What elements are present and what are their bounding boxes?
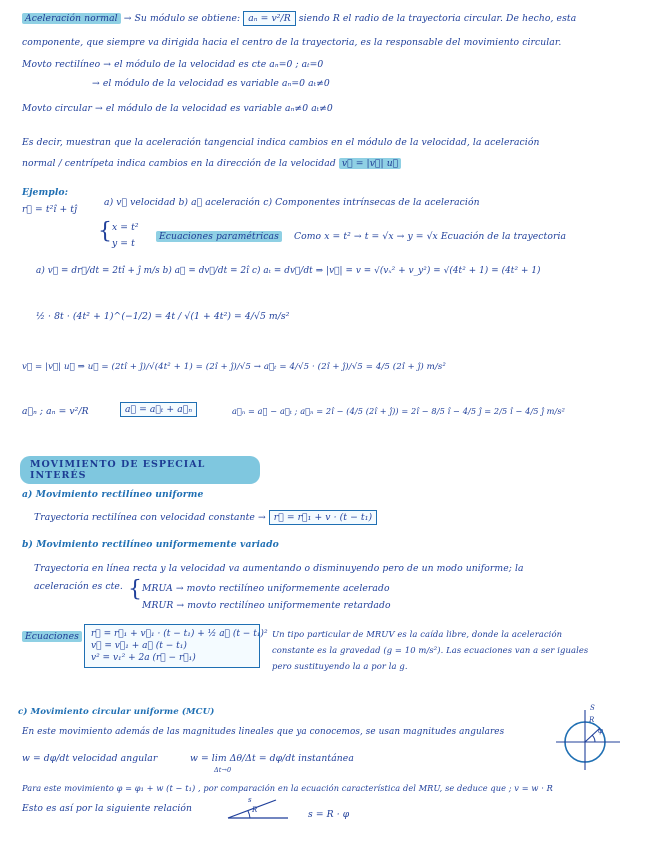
triangle-label-s: s	[248, 796, 252, 804]
intro-line-5: Movto circular → el módulo de la velocidad es variable aₙ≠0 aₜ≠0	[22, 103, 333, 114]
mruv-option-2: MRUR → movto rectilíneo uniformemente retardado	[142, 600, 391, 611]
x-equation: x = t²	[112, 222, 139, 233]
example-an-label: a⃗ₙ ; aₙ = v²/R	[22, 406, 89, 417]
circle-label-r: R	[589, 716, 595, 724]
mruv-equation-2: v⃗ = v⃗₁ + a⃗ (t − t₁)	[91, 641, 187, 651]
example-tangential-module: ½ · 8t · (4t² + 1)^(−1/2) = 4t / √(1 + 4t²) = 4/√5 m/s²	[36, 311, 290, 322]
angular-velocity-limit: w = lim Δθ/Δt = dφ/dt instantánea	[190, 753, 354, 764]
free-fall-line-2: constante es la gravedad (g = 10 m/s²). Las ecuaciones van a ser iguales	[272, 645, 589, 655]
circle-label-s: S	[590, 704, 595, 712]
mruv-line-2: aceleración es cte.	[34, 581, 123, 592]
example-an-box-wrap	[120, 402, 197, 417]
y-equation: y = t	[112, 238, 135, 249]
example-label: Ejemplo:	[22, 187, 69, 198]
mruv-equation-1: r⃗ = r⃗₁ + v⃗₁ · (t − t₁) + ½ a⃗ (t − t₁)²	[91, 629, 268, 639]
mru-title: a) Movimiento rectilíneo uniforme	[22, 489, 204, 500]
param-brace: {	[98, 219, 112, 244]
mru-line: Trayectoria rectilínea con velocidad constante → r⃗ = r⃗₁ + v · (t − t₁)	[34, 510, 377, 525]
mru-equation-box: r⃗ = r⃗₁ + v · (t − t₁)	[269, 510, 377, 525]
mruv-title: b) Movimiento rectilíneo uniformemente variado	[22, 539, 279, 550]
intro-line-6: Es decir, muestran que la aceleración tangencial indica cambios en el módulo de la velocidad, la aceleración	[22, 137, 540, 148]
mcu-line-4: Esto es así por la siguiente relación	[22, 803, 193, 814]
normal-acceleration-formula: aₙ = v²/R	[243, 11, 296, 26]
normal-acceleration-label: Aceleración normal	[22, 13, 121, 24]
mruv-brace: {	[128, 577, 142, 602]
mruv-line-1: Trayectoria en línea recta y la velocidad va aumentando o disminuyendo pero de un modo uniforme; la	[34, 563, 524, 574]
arc-relation: s = R · φ	[308, 809, 350, 820]
intro-line-3: Movto rectilíneo → el módulo de la velocidad es cte aₙ=0 ; aₜ=0	[22, 59, 324, 70]
velocity-vector-highlight: v⃗ = |v⃗| u⃗	[339, 158, 401, 169]
example-parts: a) v⃗ velocidad b) a⃗ aceleración c) Componentes intrínsecas de la aceleración	[104, 197, 480, 208]
mcu-line-1: En este movimiento además de las magnitudes lineales que ya conocemos, se usan magnitudes angulares	[22, 727, 505, 737]
intro-line-7: normal / centrípeta indica cambios en la dirección de la velocidad v⃗ = |v⃗| u⃗	[22, 158, 401, 169]
mruv-equations-box	[84, 624, 268, 668]
mruv-option-1: MRUA → movto rectilíneo uniformemente acelerado	[142, 583, 390, 594]
example-a-line: a) v⃗ = dr⃗/dt = 2tî + ĵ m/s b) a⃗ = dv⃗/dt = 2î c) aₜ = dv⃗/dt ⇒ |v⃗| = v = √(vₓ² + v_y²) = √(4t² + 1) = (4t² + 1)	[36, 266, 541, 276]
angular-velocity-def: w = dφ/dt velocidad angular	[22, 753, 158, 764]
intro-line-4: → el módulo de la velocidad es variable aₙ=0 aₜ≠0	[92, 78, 330, 89]
free-fall-line-3: pero sustituyendo la a por la g.	[272, 661, 408, 671]
mcu-title: c) Movimiento circular uniforme (MCU)	[18, 707, 215, 717]
intro-line-1: Aceleración normal → Su módulo se obtiene: aₙ = v²/R siendo R el radio de la trayectoria circular. De hecho, esta	[22, 11, 576, 26]
triangle-label-r: R	[252, 806, 258, 814]
mcu-line-3: Para este movimiento φ = φ₁ + w (t − t₁) , por comparación en la ecuación característica del MRU, se deduce que ; v = w · R	[22, 783, 553, 793]
equations-label: Ecuaciones	[22, 631, 82, 642]
circle-diagram	[550, 704, 630, 774]
arc-triangle-diagram	[226, 796, 296, 822]
limit-subscript: Δt→0	[214, 766, 232, 774]
acceleration-sum-box: a⃗ = a⃗ₜ + a⃗ₙ	[120, 402, 197, 417]
section-header: MOVIMIENTO DE ESPECIAL INTERÉS	[20, 456, 260, 484]
circle-label-phi: φ	[598, 727, 604, 735]
example-vector: r⃗ = t²î + tĵ	[22, 204, 78, 215]
param-equations-label: Ecuaciones paramétricas	[156, 231, 282, 242]
param-line: Ecuaciones paramétricas Como x = t² → t = √x → y = √x Ecuación de la trayectoria	[156, 231, 566, 242]
intro-line-2: componente, que siempre va dirigida hacia el centro de la trayectoria, es la responsable del movimiento circular.	[22, 37, 562, 48]
free-fall-line-1: Un tipo particular de MRUV es la caída libre, donde la aceleración	[272, 629, 563, 639]
mruv-equation-3: v² = v₁² + 2a (r⃗ − r⃗₁)	[91, 653, 196, 663]
equations-label-wrap	[22, 631, 82, 642]
example-an-tail: a⃗ₙ = a⃗ − a⃗ₜ ; a⃗ₙ = 2î − (4/5 (2î + ĵ)) = 2î − 8/5 î − 4/5 ĵ = 2/5 î − 4/5 ĵ m/s²	[232, 406, 566, 416]
example-unit-vector: v⃗ = |v⃗| u⃗ ⇒ u⃗ = (2tî + ĵ)/√(4t² + 1) = (2î + ĵ)/√5 → a⃗ₜ = 4/√5 · (2î + ĵ)/√5 = 4/5 (2î + ĵ) m/s²	[22, 362, 446, 372]
